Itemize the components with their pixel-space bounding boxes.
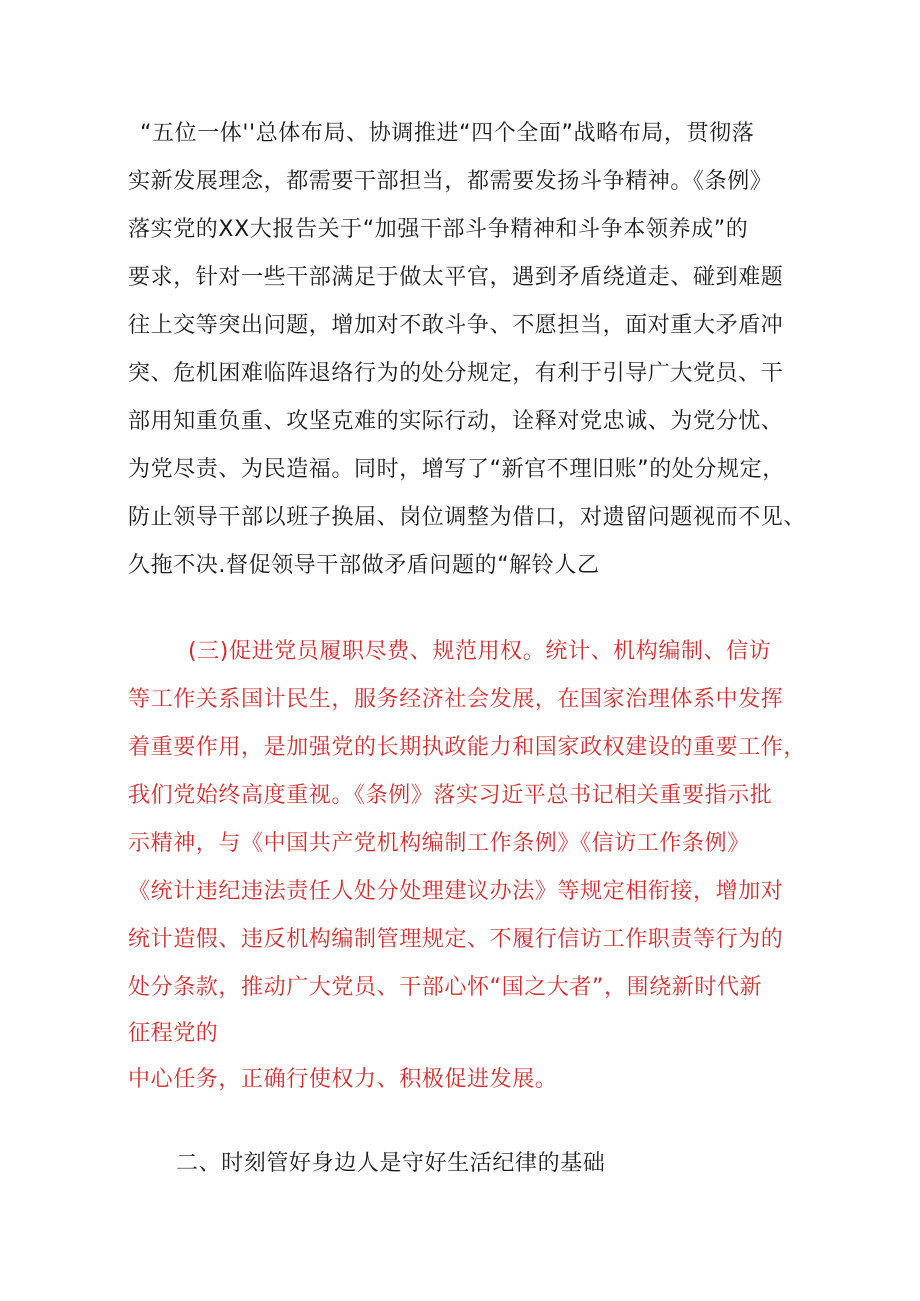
text-line: 着重要作用，是加强党的长期执政能力和国家政权建设的重要工作， bbox=[128, 735, 807, 760]
text-line: “五位一体''总体布局、协调推进“四个全面”战略布局，贯彻落 bbox=[140, 121, 755, 146]
text-line: (三)促进党员履职尽费、规范用权。统计、机构编制、信访 bbox=[188, 639, 772, 664]
text-line: 处分条款，推动广大党员、干部心怀“国之大者”，围绕新时代新 bbox=[128, 975, 763, 1000]
text-line: 突、危机困难临阵退络行为的处分规定，有利于引导广大党员、干 bbox=[128, 361, 784, 386]
text-line: 部用知重负重、攻坚克难的实际行动，诠释对党忠诚、为党分忧、 bbox=[128, 409, 784, 434]
text-line: 《统计违纪违法责任人处分处理建议办法》等规定相衔接，增加对 bbox=[128, 879, 784, 904]
text-line: 我们党始终高度重视。《条例》落实习近平总书记相关重要指示批 bbox=[128, 783, 773, 808]
text-line: 落实党的XX大报告关于“加强干部斗争精神和斗争本领养成”的 bbox=[128, 217, 749, 242]
text-line: 往上交等突出问题，增加对不敢斗争、不愿担当，面对重大矛盾冲 bbox=[128, 313, 784, 338]
text-line: 久拖不决.督促领导干部做矛盾问题的“解铃人乙 bbox=[128, 553, 600, 578]
text-line: 等工作关系国计民生，服务经济社会发展，在国家治理体系中发挥 bbox=[128, 687, 784, 712]
text-line: 统计造假、违反机构编制管理规定、不履行信访工作职责等行为的 bbox=[128, 927, 784, 952]
text-line: 中心任务，正确行使权力、积极促进发展。 bbox=[128, 1067, 558, 1092]
text-line: 防止领导干部以班子换届、岗位调整为借口，对遗留问题视而不见、 bbox=[128, 505, 807, 530]
text-line: 为党尽责、为民造福。同时，增写了“新官不理旧账”的处分规定， bbox=[128, 457, 785, 482]
text-line: 要求，针对一些干部满足于做太平官，遇到矛盾绕道走、碰到难题 bbox=[128, 265, 784, 290]
section-heading: 二、时刻管好身边人是守好生活纪律的基础 bbox=[176, 1151, 606, 1176]
text-line: 征程党的 bbox=[128, 1021, 219, 1046]
text-line: 实新发展理念，都需要干部担当，都需要发扬斗争精神。《条例》 bbox=[128, 169, 773, 194]
text-line: 示精神，与《中国共产党机构编制工作条例》《信访工作条例》 bbox=[128, 831, 750, 856]
